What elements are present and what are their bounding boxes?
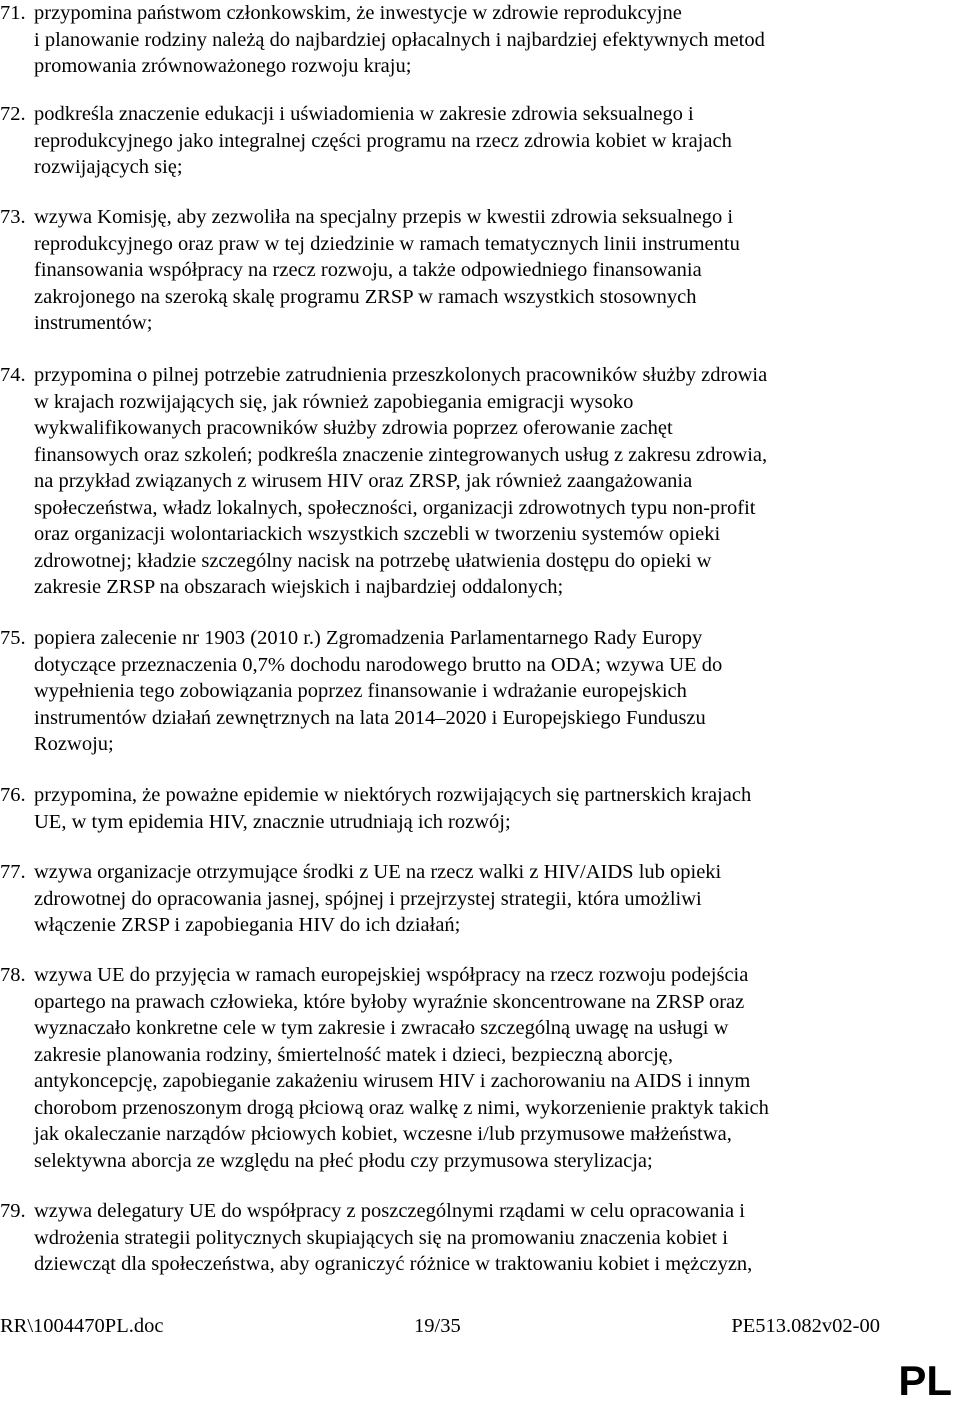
paragraph-79 [0,1198,752,1278]
paragraph-text: wzywa UE do przyjęcia w ramach europejskiej współpracy na rzecz rozwoju podejścia opartego na prawach człowieka, które byłoby wyraźnie skoncentrowane na ZRSP oraz wyznaczało konkretne cele w tym zakresie i zwracało szczególną uwagę na usługi w zakresie planowania rodziny, śmiertelność matek i dzieci, bezpieczną aborcję, antykoncepcję, zapobieganie zakażeniu wirusem HIV i zachorowaniu na AIDS i innym chorobom przenoszonym drogą płciową oraz walkę z nimi, wykorzenienie praktyk takich jak okaleczanie narządów płciowych kobiet, wczesne i/lub przymusowe małżeństwa, selektywna aborcja ze względu na płeć płodu czy przymusowa sterylizacja; [34,964,769,1172]
paragraph-text: wzywa delegatury UE do współpracy z poszczególnymi rządami w celu opracowania i wdrożenia strategii politycznych skupiających się na promowaniu znaczenia kobiet i dziewcząt dla społeczeństwa, aby ograniczyć różnice w traktowaniu kobiet i mężczyzn, [34,1200,753,1275]
paragraph-72 [0,101,732,181]
paragraph-number: 74. [0,364,26,386]
paragraph-number: 78. [0,964,26,986]
paragraph-text: podkreśla znaczenie edukacji i uświadomienia w zakresie zdrowia seksualnego i reprodukcyjnego jako integralnej części programu na rzecz zdrowia kobiet w krajach rozwijających się; [34,103,732,178]
paragraph-text: wzywa organizacje otrzymujące środki z UE na rzecz walki z HIV/AIDS lub opieki zdrowotnej do opracowania jasnej, spójnej i przejrzystej strategii, która umożliwi włączenie ZRSP i zapobiegania HIV do ich działań; [34,861,722,936]
paragraph-number: 77. [0,861,26,883]
paragraph-text: przypomina, że poważne epidemie w niektórych rozwijających się partnerskich krajach UE, w tym epidemia HIV, znacznie utrudniają ich rozwój; [34,784,752,833]
paragraph-77 [0,859,721,939]
paragraph-text: wzywa Komisję, aby zezwoliła na specjalny przepis w kwestii zdrowia seksualnego i reprodukcyjnego oraz praw w tej dziedzinie w ramach tematycznych linii instrumentu finansowania współpracy na rzecz rozwoju, a także odpowiedniego finansowania zakrojonego na szeroką skalę programu ZRSP w ramach wszystkich stosownych instrumentów; [34,206,740,334]
page-number: 19/35 [414,1315,461,1337]
paragraph-71 [0,0,765,80]
paragraph-number: 71. [0,2,26,24]
language-code: PL [898,1357,952,1404]
paragraph-number: 76. [0,784,26,806]
paragraph-number: 72. [0,103,26,125]
paragraph-73 [0,204,740,337]
document-reference: RR\1004470PL.doc [0,1315,164,1337]
page-footer [0,1313,880,1339]
version-reference: PE513.082v02-00 [731,1315,880,1337]
paragraph-text: popiera zalecenie nr 1903 (2010 r.) Zgromadzenia Parlamentarnego Rady Europy dotyczące przeznaczenia 0,7% dochodu narodowego brutto na ODA; wzywa UE do wypełnienia tego zobowiązania poprzez finansowanie i wdrażanie europejskich instrumentów działań zewnętrznych na lata 2014–2020 i Europejskiego Funduszu Rozwoju; [34,627,723,755]
paragraph-number: 75. [0,627,26,649]
paragraph-text: przypomina państwom członkowskim, że inwestycje w zdrowie reprodukcyjne i planowanie rodziny należą do najbardziej opłacalnych i najbardziej efektywnych metod promowania zrównoważonego rozwoju kraju; [34,2,765,77]
paragraph-74 [0,362,767,601]
paragraph-78 [0,962,769,1174]
paragraph-75 [0,625,722,758]
paragraph-text: przypomina o pilnej potrzebie zatrudnienia przeszkolonych pracowników służby zdrowia w krajach rozwijających się, jak również zapobiegania emigracji wysoko wykwalifikowanych pracowników służby zdrowia poprzez oferowanie zachęt finansowych oraz szkoleń; podkreśla znaczenie zintegrowanych usług z zakresu zdrowia, na przykład związanych z wirusem HIV oraz ZRSP, jak również zaangażowania społeczeństwa, władz lokalnych, społeczności, organizacji zdrowotnych typu non-profit oraz organizacji wolontariackich wszystkich szczebli w tworzeniu systemów opieki zdrowotnej; kładzie szczególny nacisk na potrzebę ułatwienia dostępu do opieki w zakresie ZRSP na obszarach wiejskich i najbardziej oddalonych; [34,364,768,598]
paragraph-76 [0,782,751,835]
paragraph-number: 73. [0,206,26,228]
paragraph-number: 79. [0,1200,26,1222]
